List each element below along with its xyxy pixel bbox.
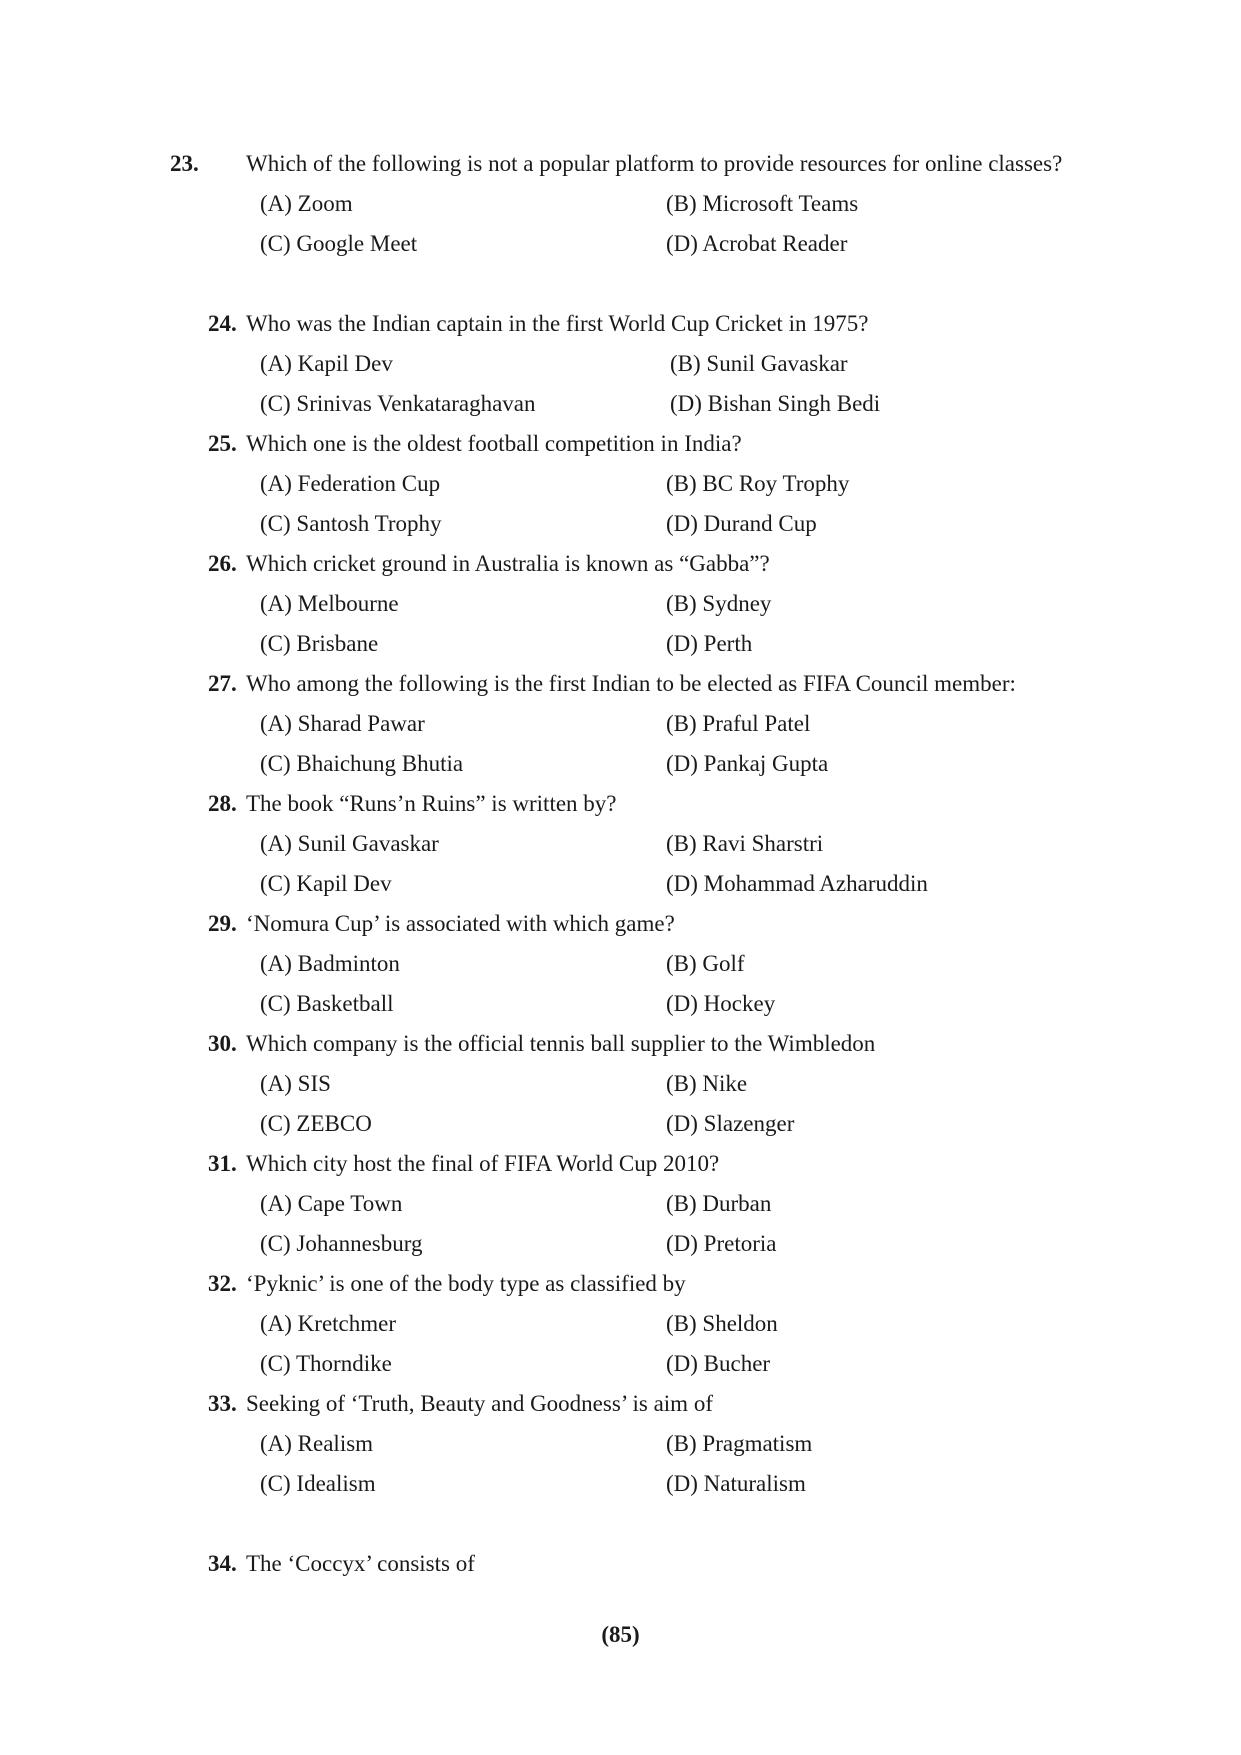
option-c: (C) Thorndike <box>260 1351 392 1376</box>
option-a: (A) Kapil Dev <box>260 351 393 376</box>
option-c: (C) ZEBCO <box>260 1111 372 1136</box>
question-number: 27. <box>208 671 237 696</box>
question-text: Which cricket ground in Australia is known as “Gabba”? <box>246 551 770 576</box>
option-d: (D) Durand Cup <box>666 511 817 536</box>
option-a: (A) Federation Cup <box>260 471 441 496</box>
question-stem <box>208 664 1088 704</box>
option-c: (C) Johannesburg <box>260 1231 423 1256</box>
option-d: (D) Naturalism <box>666 1471 806 1496</box>
option-c: (C) Santosh Trophy <box>260 511 442 536</box>
question-31 <box>208 1144 1088 1264</box>
option-a: (A) Melbourne <box>260 591 399 616</box>
question-33 <box>208 1384 1088 1504</box>
option-d: (D) Slazenger <box>666 1111 795 1136</box>
question-number: 26. <box>208 551 237 576</box>
options <box>208 1304 1088 1384</box>
question-stem <box>208 544 1088 584</box>
question-26 <box>208 544 1088 664</box>
question-number: 33. <box>208 1391 237 1416</box>
question-30 <box>208 1024 1088 1144</box>
option-a: (A) Cape Town <box>260 1191 403 1216</box>
question-text: Which city host the final of FIFA World Cup 2010? <box>246 1151 720 1176</box>
question-32 <box>208 1264 1088 1384</box>
option-d: (D) Bucher <box>666 1351 771 1376</box>
option-b: (B) Sydney <box>666 591 772 616</box>
question-stem <box>170 144 1088 184</box>
option-b: (B) Ravi Sharstri <box>666 831 824 856</box>
question-number: 30. <box>208 1031 237 1056</box>
question-34 <box>208 1544 1088 1584</box>
option-c: (C) Srinivas Venkataraghavan <box>260 391 536 416</box>
question-text: Who was the Indian captain in the first World Cup Cricket in 1975? <box>246 311 869 336</box>
options <box>208 1064 1088 1144</box>
option-b: (B) Microsoft Teams <box>666 191 859 216</box>
question-stem <box>208 1264 1088 1304</box>
question-text: The ‘Coccyx’ consists of <box>246 1551 475 1576</box>
question-text: ‘Pyknic’ is one of the body type as classified by <box>246 1271 686 1296</box>
option-b: (B) Golf <box>666 951 745 976</box>
question-number: 25. <box>208 431 237 456</box>
question-text: Seeking of ‘Truth, Beauty and Goodness’ is aim of <box>246 1391 713 1416</box>
option-a: (A) SIS <box>260 1071 331 1096</box>
question-stem <box>208 784 1088 824</box>
option-b: (B) Praful Patel <box>666 711 811 736</box>
question-25 <box>208 424 1088 544</box>
question-text: Which one is the oldest football competition in India? <box>246 431 742 456</box>
question-stem <box>208 1144 1088 1184</box>
question-23 <box>170 144 1088 264</box>
option-b: (B) Nike <box>666 1071 748 1096</box>
option-d: (D) Mohammad Azharuddin <box>666 871 928 896</box>
options <box>208 704 1088 784</box>
question-29 <box>208 904 1088 1024</box>
options <box>208 944 1088 1024</box>
question-number: 32. <box>208 1271 237 1296</box>
question-text: Who among the following is the first Indian to be elected as FIFA Council member: <box>246 671 1016 696</box>
options <box>208 184 1088 264</box>
option-b: (B) Durban <box>666 1191 772 1216</box>
question-stem <box>208 1024 1088 1064</box>
option-d: (D) Bishan Singh Bedi <box>670 391 881 416</box>
question-28 <box>208 784 1088 904</box>
question-stem <box>208 304 1088 344</box>
question-text: The book “Runs’n Ruins” is written by? <box>246 791 617 816</box>
option-a: (A) Badminton <box>260 951 400 976</box>
question-stem <box>208 904 1088 944</box>
option-c: (C) Kapil Dev <box>260 871 392 896</box>
option-a: (A) Zoom <box>260 191 353 216</box>
question-27 <box>208 664 1088 784</box>
question-number: 31. <box>208 1151 237 1176</box>
option-a: (A) Sunil Gavaskar <box>260 831 439 856</box>
page-number: (85) <box>601 1622 640 1647</box>
option-b: (B) Sunil Gavaskar <box>670 351 848 376</box>
option-b: (B) BC Roy Trophy <box>666 471 850 496</box>
option-d: (D) Hockey <box>666 991 776 1016</box>
options <box>208 1184 1088 1264</box>
option-a: (A) Sharad Pawar <box>260 711 425 736</box>
question-24 <box>208 304 1088 424</box>
question-stem <box>208 1384 1088 1424</box>
question-number: 29. <box>208 911 237 936</box>
option-a: (A) Kretchmer <box>260 1311 397 1336</box>
options <box>208 824 1088 904</box>
option-c: (C) Google Meet <box>260 231 418 256</box>
option-b: (B) Sheldon <box>666 1311 778 1336</box>
option-d: (D) Pankaj Gupta <box>666 751 829 776</box>
question-number: 23. <box>170 151 199 176</box>
options <box>208 464 1088 544</box>
options <box>208 344 1088 424</box>
question-number: 34. <box>208 1551 237 1576</box>
option-d: (D) Perth <box>666 631 753 656</box>
question-stem <box>208 1544 1088 1584</box>
option-a: (A) Realism <box>260 1431 374 1456</box>
option-d: (D) Pretoria <box>666 1231 777 1256</box>
question-text: Which company is the official tennis ball supplier to the Wimbledon <box>246 1031 876 1056</box>
option-b: (B) Pragmatism <box>666 1431 813 1456</box>
option-c: (C) Brisbane <box>260 631 379 656</box>
question-stem <box>208 424 1088 464</box>
question-number: 24. <box>208 311 237 336</box>
question-text: Which of the following is not a popular platform to provide resources for online classes? <box>246 151 1063 176</box>
option-c: (C) Idealism <box>260 1471 376 1496</box>
question-text: ‘Nomura Cup’ is associated with which game? <box>246 911 675 936</box>
options <box>208 584 1088 664</box>
option-c: (C) Basketball <box>260 991 394 1016</box>
question-number: 28. <box>208 791 237 816</box>
options <box>208 1424 1088 1504</box>
option-c: (C) Bhaichung Bhutia <box>260 751 464 776</box>
option-d: (D) Acrobat Reader <box>666 231 848 256</box>
